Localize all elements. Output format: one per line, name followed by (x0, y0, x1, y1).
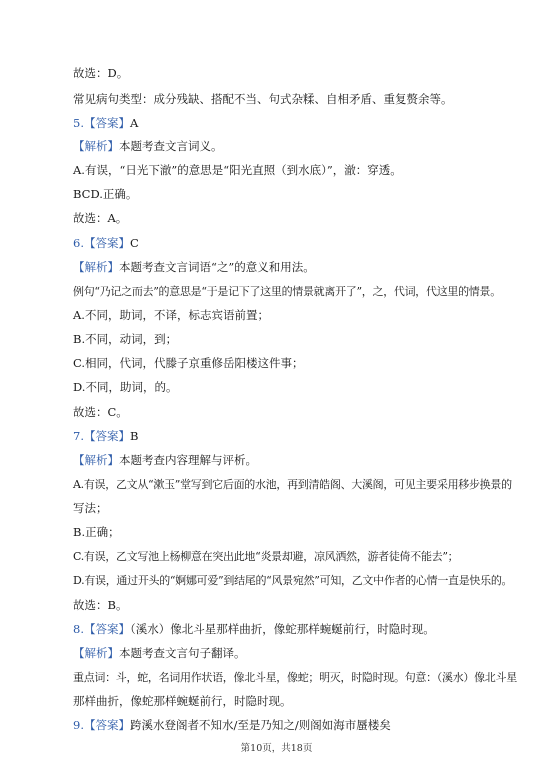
text-line: 故选：B。 (73, 598, 128, 612)
text-line: D.有误，通过开头的“婀娜可爱”到结尾的“风景宛然”可知，乙文中作者的心情一直是快乐的。 (73, 574, 513, 587)
text-line: B.正确； (73, 525, 120, 539)
analysis-text: 本题考查文言词义。 (119, 139, 223, 153)
analysis-line-q6 (73, 260, 493, 275)
question-number: 8. (73, 622, 84, 636)
analysis-line-q8 (73, 646, 493, 661)
answer-value: C (129, 236, 139, 250)
answer-line-q6 (73, 236, 493, 251)
text-line: 故选：A。 (73, 211, 128, 225)
text-line: 故选：D。 (73, 66, 129, 80)
text-line: B.不同，动词，到； (73, 332, 178, 346)
page-number: 第10页，共18页 (240, 743, 313, 754)
answer-value: B (129, 429, 139, 443)
analysis-label: 【解析】 (73, 453, 119, 467)
answer-label: 【答案】 (83, 429, 130, 443)
analysis-line-q7 (73, 453, 493, 468)
text-line: A.有误，“日光下澈”的意思是“阳光直照（到水底）”，澈：穿透。 (73, 163, 402, 177)
analysis-line-q5 (73, 139, 493, 154)
answer-line-q7 (73, 429, 493, 444)
text-line: C.相同，代词，代滕子京重修岳阳楼这件事； (73, 356, 304, 370)
text-line: C.有误，乙文写池上杨柳意在突出此地“炎景却避，凉风洒然，游者徒倚不能去”； (73, 550, 459, 563)
answer-value: A (129, 116, 139, 130)
text-line: 例句“乃记之而去”的意思是“于是记下了这里的情景就离开了”，之，代词，代这里的情景。 (73, 285, 501, 298)
text-line: 故选：C。 (73, 405, 128, 419)
analysis-text: 本题考查内容理解与评析。 (119, 453, 257, 467)
answer-label: 【答案】 (83, 622, 130, 636)
analysis-label: 【解析】 (73, 139, 119, 153)
question-number: 7. (73, 429, 84, 443)
analysis-text: 本题考查文言句子翻译。 (119, 646, 246, 660)
text-line: BCD.正确。 (73, 187, 138, 201)
text-line: 那样曲折，像蛇那样蜿蜒前行，时隐时现。 (73, 694, 292, 708)
answer-line-q5 (73, 116, 493, 131)
answer-value: 跨溪水登阁者不知水/至是乃知之/则阁如海市蜃楼矣 (129, 718, 391, 732)
text-line: A.不同，助词，不译，标志宾语前置； (73, 308, 269, 322)
text-line: D.不同，助词，的。 (73, 380, 178, 394)
analysis-label: 【解析】 (73, 646, 119, 660)
question-number: 9. (73, 718, 84, 732)
answer-label: 【答案】 (83, 116, 130, 130)
question-number: 5. (73, 116, 84, 130)
answer-label: 【答案】 (83, 236, 130, 250)
answer-line-q8 (73, 622, 493, 637)
analysis-text: 本题考查文言词语“之”的意义和用法。 (119, 260, 315, 274)
question-number: 6. (73, 236, 84, 250)
answer-label: 【答案】 (83, 718, 130, 732)
text-line: 常见病句类型：成分残缺、搭配不当、句式杂糅、自相矛盾、重复赘余等。 (73, 92, 453, 106)
text-line: 重点词：斗，蛇，名词用作状语，像北斗星，像蛇；明灭，时隐时现。句意：（溪水）像北斗星 (73, 671, 517, 684)
answer-line-q9 (73, 718, 493, 733)
text-line: A.有误，乙文从“漱玉”堂写到它后面的水池，再到清皓阁、大溪阁，可见主要采用移步换景的 (73, 478, 512, 491)
analysis-label: 【解析】 (73, 260, 119, 274)
text-line: 写法； (73, 501, 108, 515)
answer-value: （溪水）像北斗星那样曲折，像蛇那样蜿蜒前行，时隐时现。 (129, 622, 435, 636)
